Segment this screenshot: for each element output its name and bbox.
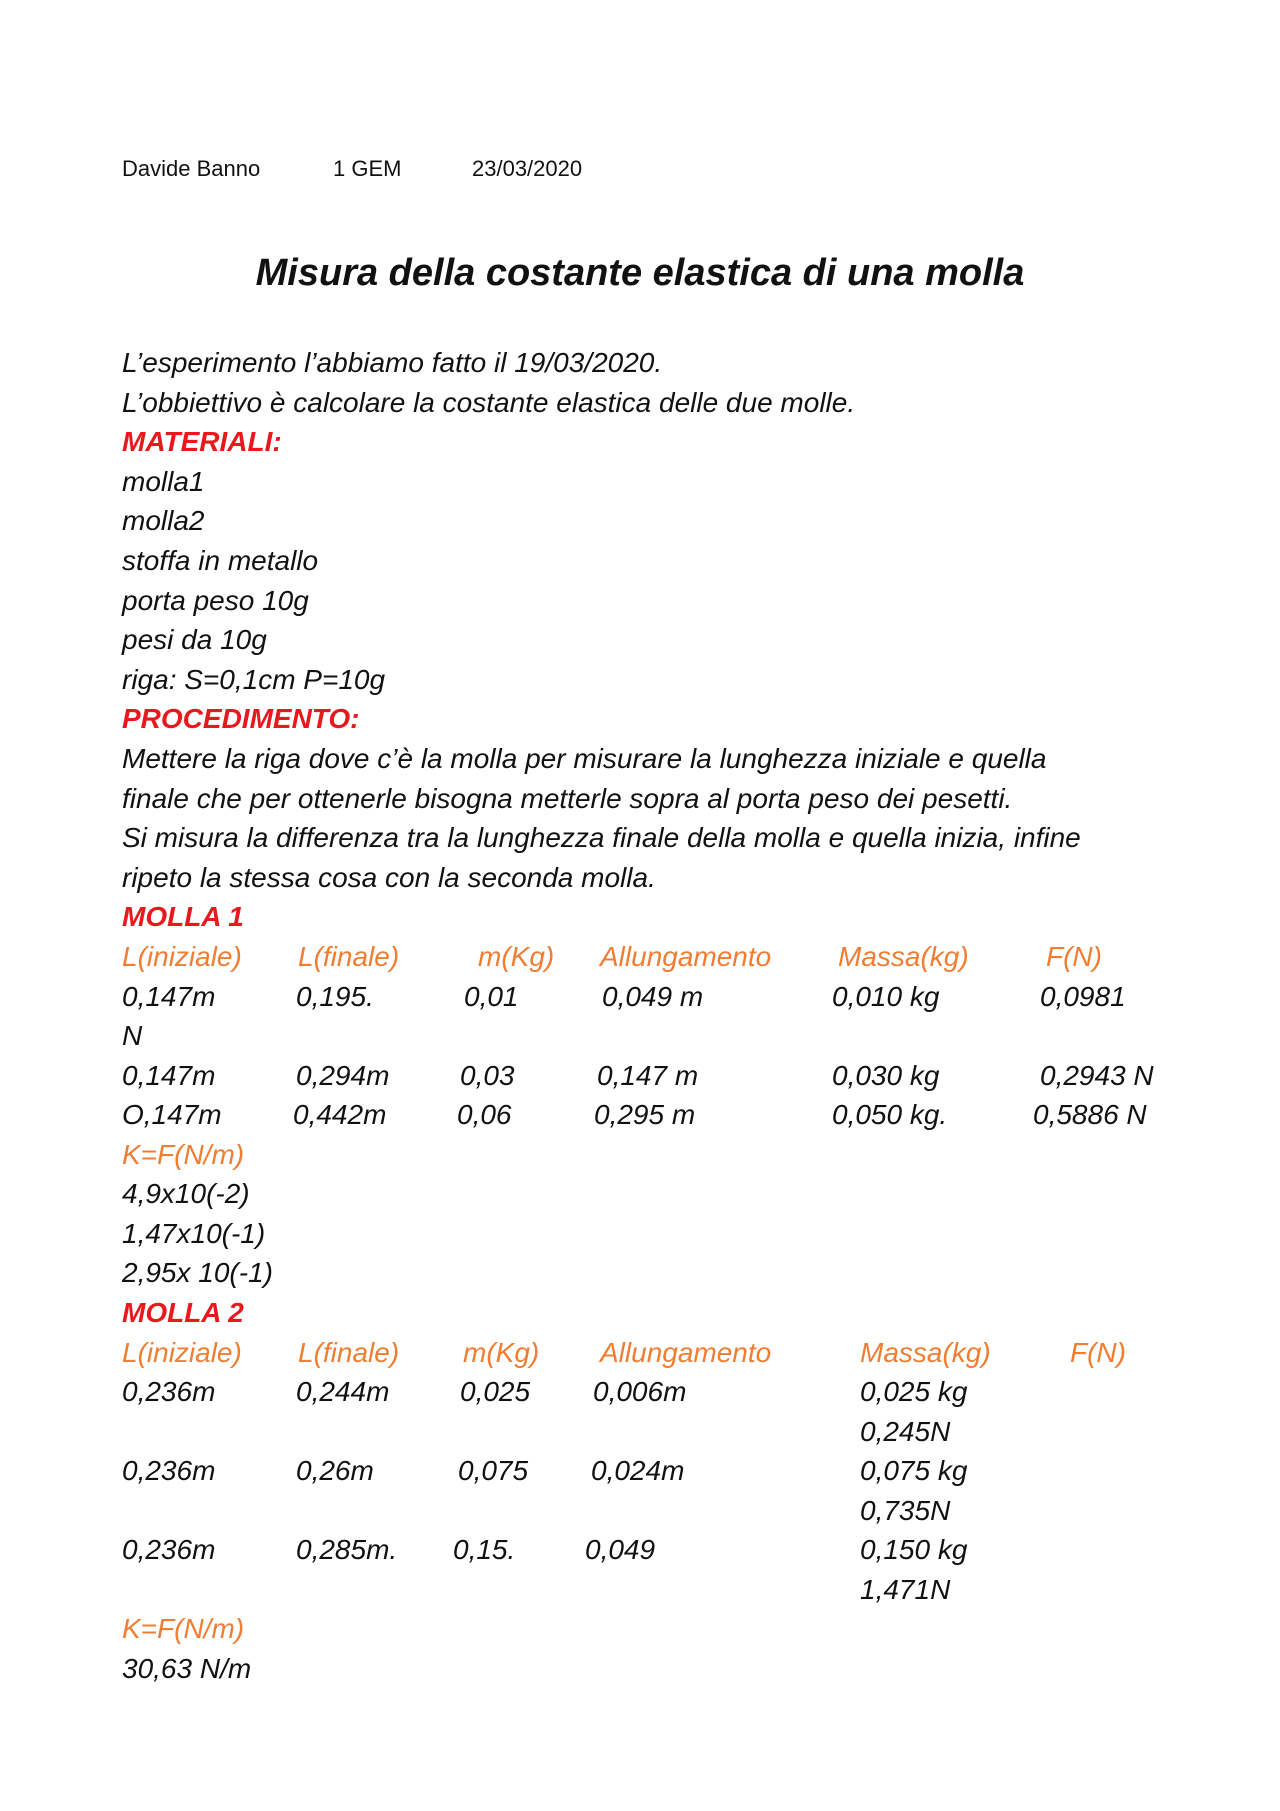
table-cell: 0,024m <box>591 1455 685 1486</box>
table-cell: O,147m <box>122 1099 222 1130</box>
table-cell: 0,025 <box>460 1376 531 1407</box>
procedure-line: finale che per ottenerle bisogna metterle sopra al porta peso dei pesetti. <box>122 783 1013 814</box>
table-cell: 0,01 <box>464 981 519 1012</box>
table-cell: 0,735N <box>860 1495 951 1526</box>
procedure-line: ripeto la stessa cosa con la seconda molla. <box>122 862 656 893</box>
material-item: pesi da 10g <box>122 624 267 655</box>
table-cell: 0,236m <box>122 1534 216 1565</box>
table-cell: 0,195. <box>296 981 374 1012</box>
table-header: m(Kg) <box>463 1337 540 1368</box>
table-cell: 0,147m <box>122 981 216 1012</box>
table-header: Allungamento <box>600 941 772 972</box>
table-cell: 0,050 kg. <box>832 1099 948 1130</box>
table-cell: 0,150 kg <box>860 1534 968 1565</box>
table-cell: 0,03 <box>460 1060 515 1091</box>
k-value: 2,95x 10(-1) <box>122 1257 273 1288</box>
table-cell: 0,030 kg <box>832 1060 940 1091</box>
table-header: F(N) <box>1070 1337 1126 1368</box>
procedure-line: Si misura la differenza tra la lunghezza finale della molla e quella inizia, infine <box>122 822 1081 853</box>
procedure-line: Mettere la riga dove c’è la molla per misurare la lunghezza iniziale e quella <box>122 743 1047 774</box>
table-cell: 0,245N <box>860 1416 951 1447</box>
table-cell: 0,049 <box>585 1534 656 1565</box>
class-label: 1 GEM <box>333 156 402 181</box>
table-cell: 0,147m <box>122 1060 216 1091</box>
molla2-heading: MOLLA 2 <box>122 1297 244 1328</box>
table-header: m(Kg) <box>478 941 555 972</box>
table-cell: 0,236m <box>122 1376 216 1407</box>
material-item: molla2 <box>122 505 205 536</box>
k-value: 4,9x10(-2) <box>122 1178 250 1209</box>
table-header: Massa(kg) <box>838 941 969 972</box>
material-item: riga: S=0,1cm P=10g <box>122 664 386 695</box>
table-cell: 0,006m <box>593 1376 687 1407</box>
table-cell: 0,025 kg <box>860 1376 968 1407</box>
table-cell: 0,2943 N <box>1040 1060 1154 1091</box>
table-cell: 0,15. <box>453 1534 516 1565</box>
procedure-heading: PROCEDIMENTO: <box>122 703 360 734</box>
table-header: L(iniziale) <box>122 1337 242 1368</box>
intro-line: L’esperimento l’abbiamo fatto il 19/03/2020. <box>122 347 663 378</box>
table-header: L(iniziale) <box>122 941 242 972</box>
material-item: stoffa in metallo <box>122 545 319 576</box>
molla1-heading: MOLLA 1 <box>122 901 244 932</box>
table-cell: 1,471N <box>860 1574 951 1605</box>
material-item: molla1 <box>122 466 205 497</box>
table-cell: 0,06 <box>457 1099 512 1130</box>
table-cell: 0,285m. <box>296 1534 398 1565</box>
table-header: Massa(kg) <box>860 1337 991 1368</box>
table-cell: 0,236m <box>122 1455 216 1486</box>
table-cell: 0,5886 N <box>1033 1099 1147 1130</box>
molla2-k-heading: K=F(N/m) <box>122 1613 245 1644</box>
table-header: Allungamento <box>600 1337 772 1368</box>
table-cell-wrap: N <box>122 1020 143 1051</box>
table-header: F(N) <box>1046 941 1102 972</box>
table-cell: 0,244m <box>296 1376 390 1407</box>
table-cell: 0,26m <box>296 1455 374 1486</box>
page-title: Misura della costante elastica di una molla <box>255 252 1025 294</box>
intro-line: L’obbiettivo è calcolare la costante elastica delle due molle. <box>122 387 856 418</box>
k-value: 1,47x10(-1) <box>122 1218 266 1249</box>
table-cell: 0,010 kg <box>832 981 940 1012</box>
table-header: L(finale) <box>298 1337 400 1368</box>
material-item: porta peso 10g <box>122 585 309 616</box>
table-cell: 0,0981 <box>1040 981 1126 1012</box>
table-cell: 0,075 kg <box>860 1455 968 1486</box>
table-cell: 0,147 m <box>597 1060 699 1091</box>
table-cell: 0,294m <box>296 1060 390 1091</box>
table-cell: 0,049 m <box>602 981 704 1012</box>
molla1-k-heading: K=F(N/m) <box>122 1139 245 1170</box>
author-name: Davide Banno <box>122 156 261 181</box>
materials-heading: MATERIALI: <box>122 426 282 457</box>
k-value: 30,63 N/m <box>122 1653 252 1684</box>
table-cell: 0,442m <box>293 1099 387 1130</box>
table-cell: 0,295 m <box>594 1099 696 1130</box>
table-cell: 0,075 <box>458 1455 529 1486</box>
date-label: 23/03/2020 <box>472 156 583 181</box>
table-header: L(finale) <box>298 941 400 972</box>
